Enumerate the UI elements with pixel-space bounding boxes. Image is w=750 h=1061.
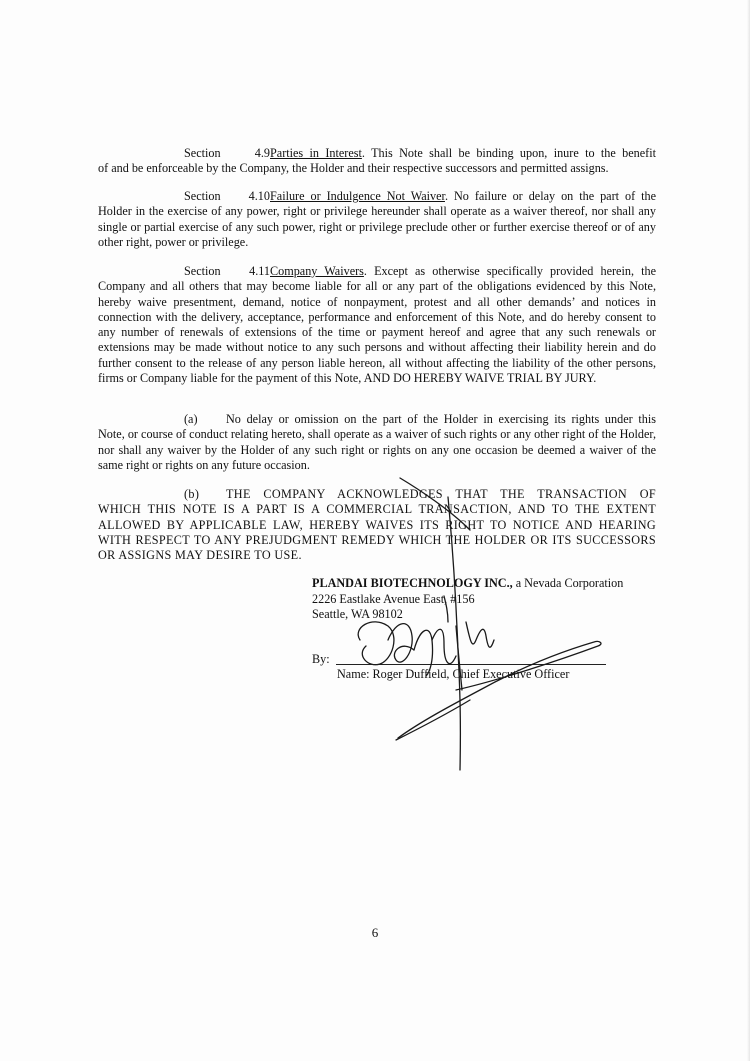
section-4-9-first-line [98, 146, 656, 161]
clause-b-first-line [98, 487, 656, 502]
section-4-10-first-line [98, 189, 656, 204]
clause-b [98, 487, 656, 563]
section-body: Company and all others that may become liable for all or any part of the obligations evidenced by this Note, hereby waive presentment, demand, notice of nonpayment, protest and all other demands’ and notices in connection with the delivery, acceptance, performance and enforcement of this Note, and do hereby consent to any number of renewals of extensions of the time or payment hereof and agree that any such renewals or extensions may be made without notice to any such persons and without affecting their liability herein and do further consent to the release of any person liable hereon, all without affecting the liability of the other persons, firms or Company liable for the payment of this Note, AND DO HEREBY WAIVE TRIAL BY JURY. [98, 279, 656, 386]
section-body: Holder in the exercise of any power, right or privilege hereunder shall operate as a waiver thereof, nor shall any single or partial exercise of any such power, right or privilege preclude other or further exercise thereof or of any other right, power or privilege. [98, 204, 656, 249]
section-heading: Failure or Indulgence Not Waiver [270, 189, 445, 203]
clause-body: Note, or course of conduct relating hereto, shall operate as a waiver of such rights or any other right of the Holder, nor shall any waiver by the Holder of any such right or rights on any one occasion be deemed a waiver of the same right or rights on any future occasion. [98, 427, 656, 472]
section-number: Section 4.9 [184, 146, 270, 160]
address-line-1: 2226 Eastlake Avenue East, #156 [312, 591, 475, 606]
clause-a-first-line [98, 412, 656, 427]
company-line [312, 576, 652, 592]
by-label: By: [312, 652, 330, 666]
clause-label: (b) [184, 487, 200, 501]
clause-text: THE COMPANY ACKNOWLEDGES THAT THE TRANSACTION OF [226, 487, 656, 501]
section-body: of and be enforceable by the Company, the Holder and their respective successors and permitted assigns. [98, 161, 609, 176]
section-number: Section 4.10 [184, 189, 270, 203]
clause-label: (a) [184, 412, 198, 426]
address-line-2: Seattle, WA 98102 [312, 607, 403, 621]
page-number: 6 [371, 925, 379, 940]
section-number: Section 4.11 [184, 264, 270, 278]
section-4-10 [98, 189, 656, 250]
section-heading: Parties in Interest [270, 146, 362, 160]
section-text: . No failure or delay on the part of the [444, 189, 656, 203]
section-heading: Company Waivers [270, 264, 364, 278]
section-text: . Except as otherwise specifically provided herein, the [363, 264, 656, 278]
company-suffix: a Nevada Corporation [512, 576, 624, 590]
clause-body: WHICH THIS NOTE IS A PART IS A COMMERCIAL TRANSACTION, AND TO THE EXTENT ALLOWED BY APPLICABLE LAW, HEREBY WAIVES ITS RIGHT TO NOTICE AND HEARING WITH RESPECT TO ANY PREJUDGMENT REMEDY WHICH THE HOLDER OR ITS SUCCESSORS OR ASSIGNS MAY DESIRE TO USE. [98, 502, 656, 563]
signatory-name: Name: Roger Duffield, Chief Executive Officer [337, 667, 570, 681]
signature-block [312, 576, 652, 623]
section-4-11 [98, 264, 656, 386]
signature-line [336, 664, 606, 665]
clause-text: No delay or omission on the part of the Holder in exercising its rights under this [226, 412, 656, 426]
clause-a [98, 412, 656, 473]
company-name: PLANDAI BIOTECHNOLOGY INC., [312, 576, 513, 590]
section-text: . This Note shall be binding upon, inure to the benefit [361, 146, 656, 160]
section-4-9 [98, 146, 656, 177]
section-4-11-first-line [98, 264, 656, 279]
